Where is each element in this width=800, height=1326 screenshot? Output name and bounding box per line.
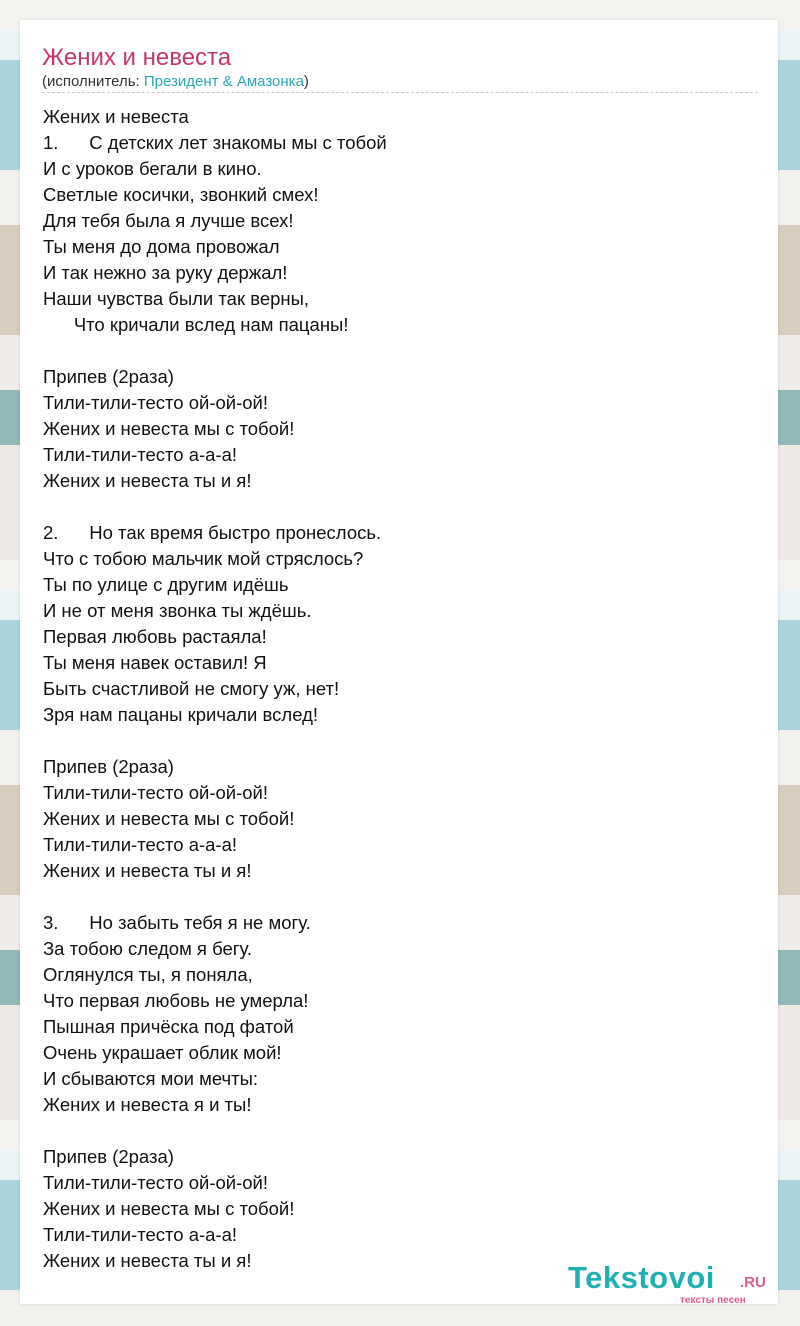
lyric-line [43, 1118, 743, 1144]
lyric-line: Зря нам пацаны кричали вслед! [43, 704, 319, 725]
lyric-line: Тили-тили-тесто ой-ой-ой! [43, 392, 269, 413]
artist-line [42, 72, 309, 92]
lyric-line: Жених и невеста я и ты! [43, 1094, 252, 1115]
lyric-line: Что первая любовь не умерла! [43, 990, 309, 1011]
lyric-line: Жених и невеста мы с тобой! [43, 418, 295, 439]
lyric-line: Ты по улице с другим идёшь [43, 574, 289, 595]
lyric-line: Жених и невеста ты и я! [43, 1250, 252, 1271]
lyric-line: Жених и невеста мы с тобой! [43, 1198, 295, 1219]
lyric-line: 1. С детских лет знакомы мы с тобой [43, 132, 387, 153]
lyric-line: 3. Но забыть тебя я не могу. [43, 912, 311, 933]
lyric-line: Что с тобою мальчик мой стряслось? [43, 548, 364, 569]
song-title: Жених и невеста [42, 44, 232, 71]
lyric-line [43, 884, 743, 910]
lyric-line: 2. Но так время быстро пронеслось. [43, 522, 382, 543]
lyric-line: Ты меня до дома провожал [43, 236, 280, 257]
lyric-line: Ты меня навек оставил! Я [43, 652, 267, 673]
artist-suffix: ) [303, 73, 309, 90]
artist-link[interactable]: Президент & Амазонка [143, 73, 304, 90]
lyric-line: Наши чувства были так верны, [43, 288, 310, 309]
lyric-line: Первая любовь растаяла! [43, 626, 267, 647]
lyric-line: Очень украшает облик мой! [43, 1042, 282, 1063]
lyric-line [43, 494, 743, 520]
lyric-line: Припев (2раза) [43, 1146, 174, 1167]
lyric-line: И не от меня звонка ты ждёшь. [43, 600, 312, 621]
lyric-line: И так нежно за руку держал! [43, 262, 288, 283]
logo-tagline: тексты песен [680, 1295, 746, 1306]
lyric-line: Быть счастливой не смогу уж, нет! [43, 678, 340, 699]
lyric-line [43, 338, 743, 364]
lyric-line: Жених и невеста [43, 106, 189, 127]
lyrics-card [20, 20, 778, 1304]
lyric-line: Тили-тили-тесто а-а-а! [43, 1224, 238, 1245]
lyric-line: Тили-тили-тесто а-а-а! [43, 444, 238, 465]
lyric-line: И сбываются мои мечты: [43, 1068, 259, 1089]
lyric-line: Пышная причёска под фатой [43, 1016, 294, 1037]
lyric-line: Тили-тили-тесто а-а-а! [43, 834, 238, 855]
lyric-line: Что кричали вслед нам пацаны! [43, 314, 349, 335]
lyric-line: Припев (2раза) [43, 366, 174, 387]
lyric-line [43, 728, 743, 754]
lyric-line: За тобою следом я бегу. [43, 938, 253, 959]
lyrics-text [43, 104, 743, 1274]
tekstovoi-logo[interactable] [568, 1260, 778, 1308]
lyric-line: Жених и невеста мы с тобой! [43, 808, 295, 829]
artist-prefix: (исполнитель: [42, 73, 144, 90]
lyric-line: И с уроков бегали в кино. [43, 158, 262, 179]
lyric-line: Для тебя была я лучше всех! [43, 210, 294, 231]
lyric-line: Тили-тили-тесто ой-ой-ой! [43, 782, 269, 803]
logo-domain: .RU [740, 1274, 766, 1291]
lyric-line: Светлые косички, звонкий смех! [43, 184, 319, 205]
logo-wordmark: Tekstovoi [568, 1260, 715, 1295]
lyric-line: Жених и невеста ты и я! [43, 470, 252, 491]
header-divider [42, 92, 758, 93]
lyric-line: Жених и невеста ты и я! [43, 860, 252, 881]
lyric-line: Припев (2раза) [43, 756, 174, 777]
lyric-line: Тили-тили-тесто ой-ой-ой! [43, 1172, 269, 1193]
lyric-line: Оглянулся ты, я поняла, [43, 964, 253, 985]
